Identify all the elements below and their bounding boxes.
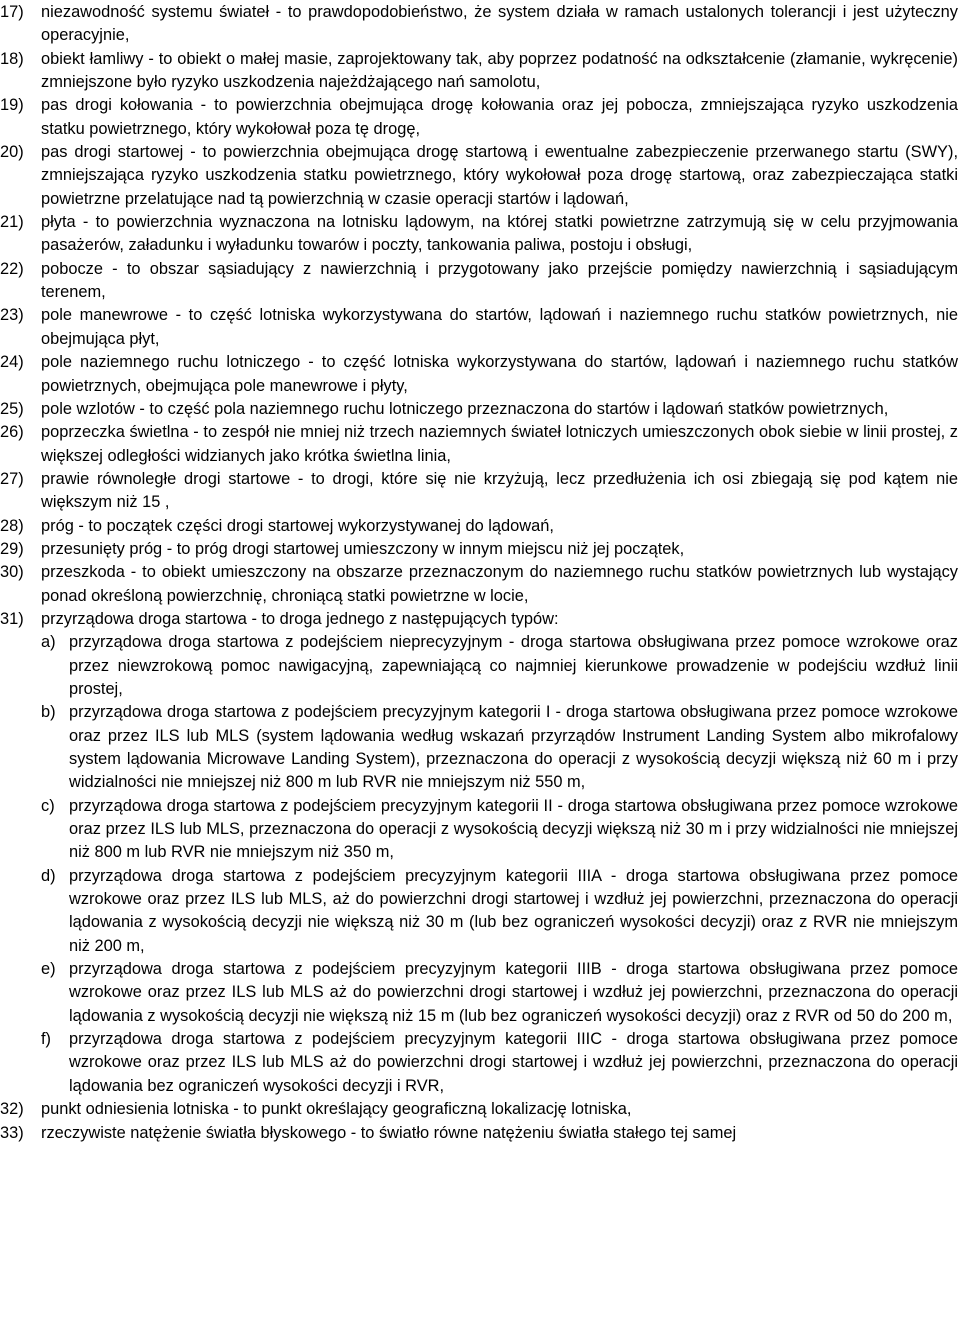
sub-item-label: e) <box>41 960 56 979</box>
item-text: punkt odniesienia lotniska - to punkt określający geograficzną lokalizację lotniska, <box>41 1100 632 1119</box>
definition-item-26 <box>0 421 960 468</box>
item-number: 26) <box>0 423 24 442</box>
item-text: prawie równoległe drogi startowe - to drogi, które się nie krzyżują, lecz przedłużenia ich osi zbiegają się pod kątem nie większym niż 15 , <box>41 469 958 512</box>
definition-item-20 <box>0 141 960 211</box>
item-number: 28) <box>0 516 24 535</box>
sub-item-text: przyrządowa droga startowa z podejściem precyzyjnym kategorii II - droga startowa obsługiwana przez pomoce wzrokowe oraz przez ILS lub MLS, przeznaczona do operacji z wysokością decyzji większą niż 30 m i przy widzialności nie mniejszej niż 800 m lub RVR nie mniejszym niż 350 m, <box>69 796 958 862</box>
definition-item-31 <box>0 608 960 1098</box>
item-number: 21) <box>0 213 24 232</box>
item-number: 30) <box>0 563 24 582</box>
item-text: pas drogi kołowania - to powierzchnia obejmująca drogę kołowania oraz jej pobocza, zmniejszająca ryzyko uszkodzenia statku powietrznego, który wykołował poza tę drogę, <box>41 96 958 138</box>
sub-item-text: przyrządowa droga startowa z podejściem precyzyjnym kategorii I - droga startowa obsługiwana przez pomoce wzrokowe oraz przez ILS lub MLS (system lądowania według wskazań przyrządów Instrument Landing System albo mikrofalowy system lądowania Microwave Landing System), przeznaczona do operacji z wysokością decyzji większą niż 60 m i przy widzialności nie mniejszej niż 800 m lub RVR nie mniejszym niż 550 m, <box>69 703 958 792</box>
item-text: pole manewrowe - to część lotniska wykorzystywana do startów, lądowań i naziemnego ruchu statków powietrznych, nie obejmująca płyt, <box>41 306 958 348</box>
item-text: próg - to początek części drogi startowej wykorzystywanej do lądowań, <box>41 516 554 535</box>
definition-item-32 <box>0 1098 960 1121</box>
item-number: 17) <box>0 3 24 21</box>
definition-item-30 <box>0 561 960 608</box>
definition-item-29 <box>0 538 960 561</box>
sub-item-text: przyrządowa droga startowa z podejściem precyzyjnym kategorii IIIA - droga startowa obsługiwana przez pomoce wzrokowe oraz przez ILS lub MLS, aż do powierzchni drogi startowej i wzdłuż jej powierzchni, przeznaczona do operacji lądowania z wysokością decyzji nie większą niż 30 m (lub bez ograniczeń wysokości decyzji) oraz z RVR nie mniejszym niż 200 m, <box>69 866 958 955</box>
item-text: przeszkoda - to obiekt umieszczony na obszarze przeznaczonym do naziemnego ruchu statków powietrznych lub wystający ponad określoną powierzchnię, chroniącą statki powietrzne w locie, <box>41 563 958 605</box>
item-number: 33) <box>0 1123 24 1142</box>
item-number: 23) <box>0 306 24 325</box>
item-number: 29) <box>0 539 24 558</box>
item-number: 18) <box>0 49 24 68</box>
item-text: poprzeczka świetlna - to zespół nie mniej niż trzech naziemnych świateł lotniczych umieszczonych obok siebie w linii prostej, z większej odległości widzianych jako krótka świetlna linia, <box>41 423 958 465</box>
definition-item-27 <box>0 468 960 515</box>
item-text: niezawodność systemu świateł - to prawdopodobieństwo, że system działa w ramach ustalonych tolerancji i jest użyteczny operacyjnie, <box>41 3 958 45</box>
item-text: rzeczywiste natężenie światła błyskowego - to światło równe natężeniu światła stałego tej samej <box>41 1123 737 1142</box>
sub-item-text: przyrządowa droga startowa z podejściem precyzyjnym kategorii IIIC - droga startowa obsługiwana przez pomoce wzrokowe oraz przez ILS lub MLS aż do powierzchni drogi startowej i wzdłuż jej powierzchni, przeznaczona do operacji lądowania bez ograniczeń wysokości decyzji i RVR, <box>69 1030 958 1095</box>
definition-item-21 <box>0 211 960 258</box>
sub-item-text: przyrządowa droga startowa z podejściem precyzyjnym kategorii IIIB - droga startowa obsługiwana przez pomoce wzrokowe oraz przez ILS lub MLS aż do powierzchni drogi startowej i wzdłuż jej powierzchni, przeznaczona do operacji lądowania z wysokością decyzji nie większą niż 15 m (lub bez ograniczeń wysokości decyzji) oraz z RVR od 50 do 200 m, <box>69 960 958 1025</box>
item-number: 25) <box>0 399 24 418</box>
sub-item-c <box>41 795 958 865</box>
item-number: 22) <box>0 259 24 278</box>
sub-item-label: b) <box>41 703 56 722</box>
definition-item-18 <box>0 48 960 95</box>
sub-item-label: a) <box>41 633 56 652</box>
item-number: 32) <box>0 1100 24 1119</box>
item-text: pas drogi startowej - to powierzchnia obejmująca drogę startową i ewentualne zabezpieczenie przerwanego startu (SWY), zmniejszająca ryzyko uszkodzenia statku powietrznego, który wykołował poza drogę startową, oraz zabezpieczająca statki powietrzne przelatujące nad tą powierzchnią w czasie operacji startów i lądowań, <box>41 143 958 208</box>
runway-type-sublist <box>41 631 958 1098</box>
definition-item-24 <box>0 351 960 398</box>
sub-item-label: f) <box>41 1030 52 1049</box>
item-text: pole naziemnego ruchu lotniczego - to część lotniska wykorzystywana do startów, lądowań i naziemnego ruchu statków powietrznych, obejmująca pole manewrowe i płyty, <box>41 353 958 395</box>
item-text: przyrządowa droga startowa - to droga jednego z następujących typów: <box>41 609 559 628</box>
definition-item-25 <box>0 398 960 421</box>
item-text: pole wzlotów - to część pola naziemnego ruchu lotniczego przeznaczona do startów i lądowań statków powietrznych, <box>41 399 889 418</box>
definition-item-17 <box>0 1 960 48</box>
item-number: 24) <box>0 353 24 372</box>
item-number: 20) <box>0 143 24 162</box>
item-text: przesunięty próg - to próg drogi startowej umieszczony w innym miejscu niż jej początek, <box>41 539 685 558</box>
sub-item-label: d) <box>41 866 56 885</box>
definition-item-33 <box>0 1122 960 1145</box>
definition-item-28 <box>0 515 960 538</box>
item-text: pobocze - to obszar sąsiadujący z nawierzchnią i przygotowany jako przejście pomiędzy nawierzchnią i sąsiadującym terenem, <box>41 259 958 302</box>
definition-item-23 <box>0 304 960 351</box>
sub-item-f <box>41 1028 958 1098</box>
sub-item-e <box>41 958 958 1028</box>
item-text: płyta - to powierzchnia wyznaczona na lotnisku lądowym, na której statki powietrzne zatrzymują się w celu przyjmowania pasażerów, załadunku i wyładunku towarów i poczty, tankowania paliwa, postoju i obsługi, <box>41 213 958 255</box>
item-number: 27) <box>0 469 24 488</box>
sub-item-a <box>41 631 958 701</box>
sub-item-d <box>41 865 958 958</box>
sub-item-b <box>41 701 958 794</box>
sub-item-label: c) <box>41 796 55 815</box>
sub-item-text: przyrządowa droga startowa z podejściem nieprecyzyjnym - droga startowa obsługiwana przez pomoce wzrokowe oraz przez niewzrokową pomoc nawigacyjną, zapewniającą co najmniej kierunkowe prowadzenie w podejściu wzdłuż linii prostej, <box>69 633 958 698</box>
item-text: obiekt łamliwy - to obiekt o małej masie, zaprojektowany tak, aby poprzez podatność na odkształcenie (złamanie, wykręcenie) zmniejszone było ryzyko uszkodzenia najeżdżającego nań samolotu, <box>41 49 958 92</box>
definition-item-22 <box>0 258 960 305</box>
definition-item-19 <box>0 94 960 141</box>
item-number: 19) <box>0 96 24 115</box>
item-number: 31) <box>0 609 24 628</box>
